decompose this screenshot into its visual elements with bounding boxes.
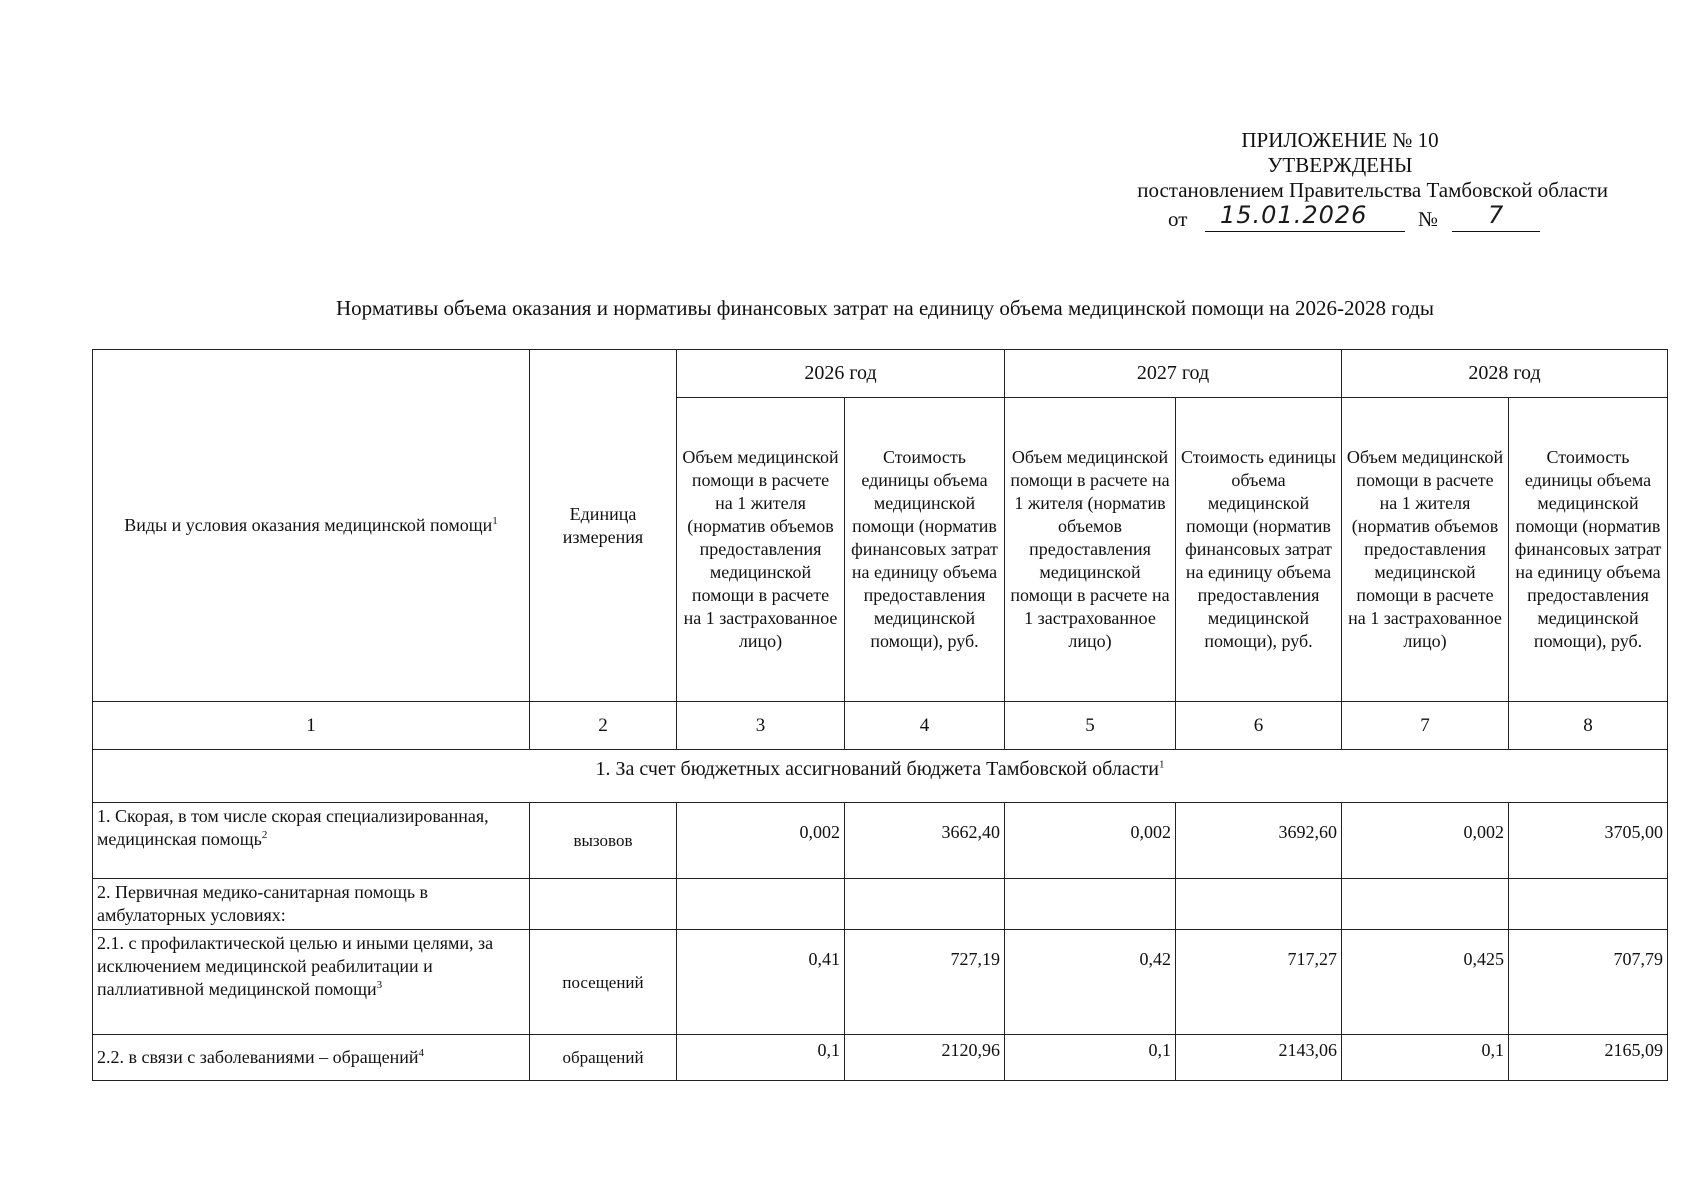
col-number: 7: [1342, 702, 1509, 750]
cost-header-2027: Стоимость единицы объема медицинской помощи (норматив финансовых затрат на единицу объема предоставления медицинской помощи), руб.: [1176, 398, 1342, 702]
cost-2026: 3662,40: [845, 803, 1005, 879]
number-underline: [1452, 231, 1540, 232]
handwritten-number: 7: [1488, 201, 1505, 229]
number-prefix: №: [1418, 207, 1439, 231]
row-unit: обращений: [530, 1035, 677, 1081]
cost-header-2028: Стоимость единицы объема медицинской помощи (норматив финансовых затрат на единицу объема предоставления медицинской помощи), руб.: [1509, 398, 1668, 702]
column-number-row: [93, 702, 1668, 750]
col-number: 4: [845, 702, 1005, 750]
row-name: 2.1. с профилактической целью и иными целями, за исключением медицинской реабилитации и паллиативной медицинской помощи$^3$: [93, 930, 530, 1035]
volume-2027: 0,42: [1005, 930, 1176, 1035]
cost-2028: 2165,09: [1509, 1035, 1668, 1081]
section-row: [93, 750, 1668, 803]
row-unit: вызовов: [530, 803, 677, 879]
col-number: 2: [530, 702, 677, 750]
volume-2027: [1005, 879, 1176, 930]
volume-header-2028: Объем медицинской помощи в расчете на 1 жителя (норматив объемов предоставления медицинской помощи в расчете на 1 застрахованное лицо): [1342, 398, 1509, 702]
row-name: 1. Скорая, в том числе скорая специализированная, медицинская помощь$^2$: [93, 803, 530, 879]
volume-header-2026: Объем медицинской помощи в расчете на 1 жителя (норматив объемов предоставления медицинской помощи в расчете на 1 застрахованное лицо): [677, 398, 845, 702]
cost-2026: 727,19: [845, 930, 1005, 1035]
cost-2028: 3705,00: [1509, 803, 1668, 879]
table-row: [93, 879, 1668, 930]
col-number: 3: [677, 702, 845, 750]
row-unit: [530, 879, 677, 930]
row-unit: посещений: [530, 930, 677, 1035]
decree-line: постановлением Правительства Тамбовской области: [1137, 178, 1608, 202]
cost-2028: [1509, 879, 1668, 930]
section-title: 1. За счет бюджетных ассигнований бюджета Тамбовской области$^1$: [93, 750, 1668, 803]
volume-2027: 0,1: [1005, 1035, 1176, 1081]
volume-2027: 0,002: [1005, 803, 1176, 879]
table-row: [93, 803, 1668, 879]
col-number: 1: [93, 702, 530, 750]
col-number: 8: [1509, 702, 1668, 750]
col-number: 5: [1005, 702, 1176, 750]
cost-2026: [845, 879, 1005, 930]
norms-table: [92, 349, 1668, 1081]
date-prefix: от: [1168, 207, 1188, 231]
volume-2026: 0,002: [677, 803, 845, 879]
volume-2028: 0,1: [1342, 1035, 1509, 1081]
col-number: 6: [1176, 702, 1342, 750]
row-name: 2.2. в связи с заболеваниями – обращений$^4$: [93, 1035, 530, 1081]
cost-2028: 707,79: [1509, 930, 1668, 1035]
col1-header: Виды и условия оказания медицинской помощи$^1$: [93, 350, 530, 702]
appendix-number: ПРИЛОЖЕНИЕ № 10: [1241, 128, 1439, 152]
volume-2026: 0,1: [677, 1035, 845, 1081]
year-2026-header: 2026 год: [677, 350, 1005, 398]
document-title: Нормативы объема оказания и нормативы финансовых затрат на единицу объема медицинской помощи на 2026-2028 годы: [335, 296, 1435, 320]
row-name: 2. Первичная медико-санитарная помощь в амбулаторных условиях:: [93, 879, 530, 930]
volume-header-2027: Объем медицинской помощи в расчете на 1 жителя (норматив объемов предоставления медицинской помощи в расчете на 1 застрахованное лицо): [1005, 398, 1176, 702]
volume-2028: 0,425: [1342, 930, 1509, 1035]
cost-2026: 2120,96: [845, 1035, 1005, 1081]
volume-2026: 0,41: [677, 930, 845, 1035]
col2-header: Единица измерения: [530, 350, 677, 702]
year-2028-header: 2028 год: [1342, 350, 1668, 398]
cost-header-2026: Стоимость единицы объема медицинской помощи (норматив финансовых затрат на единицу объема предоставления медицинской помощи), руб.: [845, 398, 1005, 702]
approved-label: УТВЕРЖДЕНЫ: [1267, 153, 1413, 177]
header-row-years: [93, 350, 1668, 398]
table-row: [93, 1035, 1668, 1081]
volume-2026: [677, 879, 845, 930]
volume-2028: [1342, 879, 1509, 930]
cost-2027: 717,27: [1176, 930, 1342, 1035]
cost-2027: [1176, 879, 1342, 930]
cost-2027: 2143,06: [1176, 1035, 1342, 1081]
cost-2027: 3692,60: [1176, 803, 1342, 879]
approval-block: [1060, 128, 1620, 235]
year-2027-header: 2027 год: [1005, 350, 1342, 398]
handwritten-date: 15.01.2026: [1220, 201, 1368, 229]
table-row: [93, 930, 1668, 1035]
date-underline: [1205, 231, 1405, 232]
volume-2028: 0,002: [1342, 803, 1509, 879]
date-number-row: [1060, 201, 1620, 235]
